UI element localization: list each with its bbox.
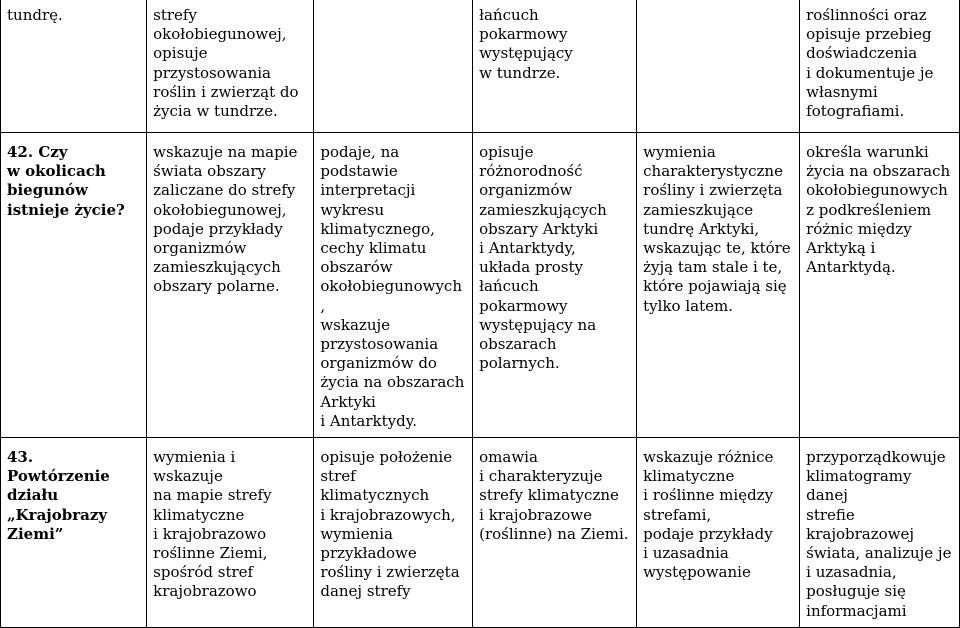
table-cell [637,0,800,133]
table-cell: określa warunki życia na obszarach okołobiegunowych z podkreśleniem różnic między Arktyką i Antarktydą. [800,133,960,438]
table-row [1,133,960,438]
table-cell: łańcuch pokarmowy występujący w tundrze. [473,0,637,133]
table-cell: wskazuje różnice klimatyczne i roślinne między strefami, podaje przykłady i uzasadnia występowanie [637,438,800,628]
table-cell: omawia i charakteryzuje strefy klimatyczne i krajobrazowe (roślinne) na Ziemi. [473,438,637,628]
table-cell-topic: 42. Czy w okolicach biegunów istnieje życie? [1,133,147,438]
table-cell [314,0,473,133]
table-cell: wymienia charakterystyczne rośliny i zwierzęta zamieszkujące tundrę Arktyki, wskazując te, które żyją tam stale i te, które pojawiają się tylko latem. [637,133,800,438]
table-row [1,0,960,133]
table-cell: wymienia i wskazuje na mapie strefy klimatyczne i krajobrazowo roślinne Ziemi, spośród stref krajobrazowo [147,438,314,628]
table-cell: przyporządkowuje klimatogramy danej strefie krajobrazowej świata, analizuje je i uzasadnia, posługuje się informacjami [800,438,960,628]
table-cell: wskazuje na mapie świata obszary zaliczane do strefy okołobiegunowej, podaje przykłady organizmów zamieszkujących obszary polarne. [147,133,314,438]
table-cell-topic: tundrę. [1,0,147,133]
table-cell: roślinności oraz opisuje przebieg doświadczenia i dokumentuje je własnymi fotografiami. [800,0,960,133]
table-cell-topic: 43. Powtórzenie działu „Krajobrazy Ziemi” [1,438,147,628]
table-cell: opisuje różnorodność organizmów zamieszkujących obszary Arktyki i Antarktydy, układa prosty łańcuch pokarmowy występujący na obszarach polarnych. [473,133,637,438]
table-cell: opisuje położenie stref klimatycznych i krajobrazowych, wymienia przykładowe rośliny i zwierzęta danej strefy [314,438,473,628]
table-cell: podaje, na podstawie interpretacji wykresu klimatycznego, cechy klimatu obszarów okołobiegunowych, wskazuje przystosowania organizmów do życia na obszarach Arktyki i Antarktydy. [314,133,473,438]
table-cell: strefy okołobiegunowej, opisuje przystosowania roślin i zwierząt do życia w tundrze. [147,0,314,133]
table-row [1,438,960,628]
